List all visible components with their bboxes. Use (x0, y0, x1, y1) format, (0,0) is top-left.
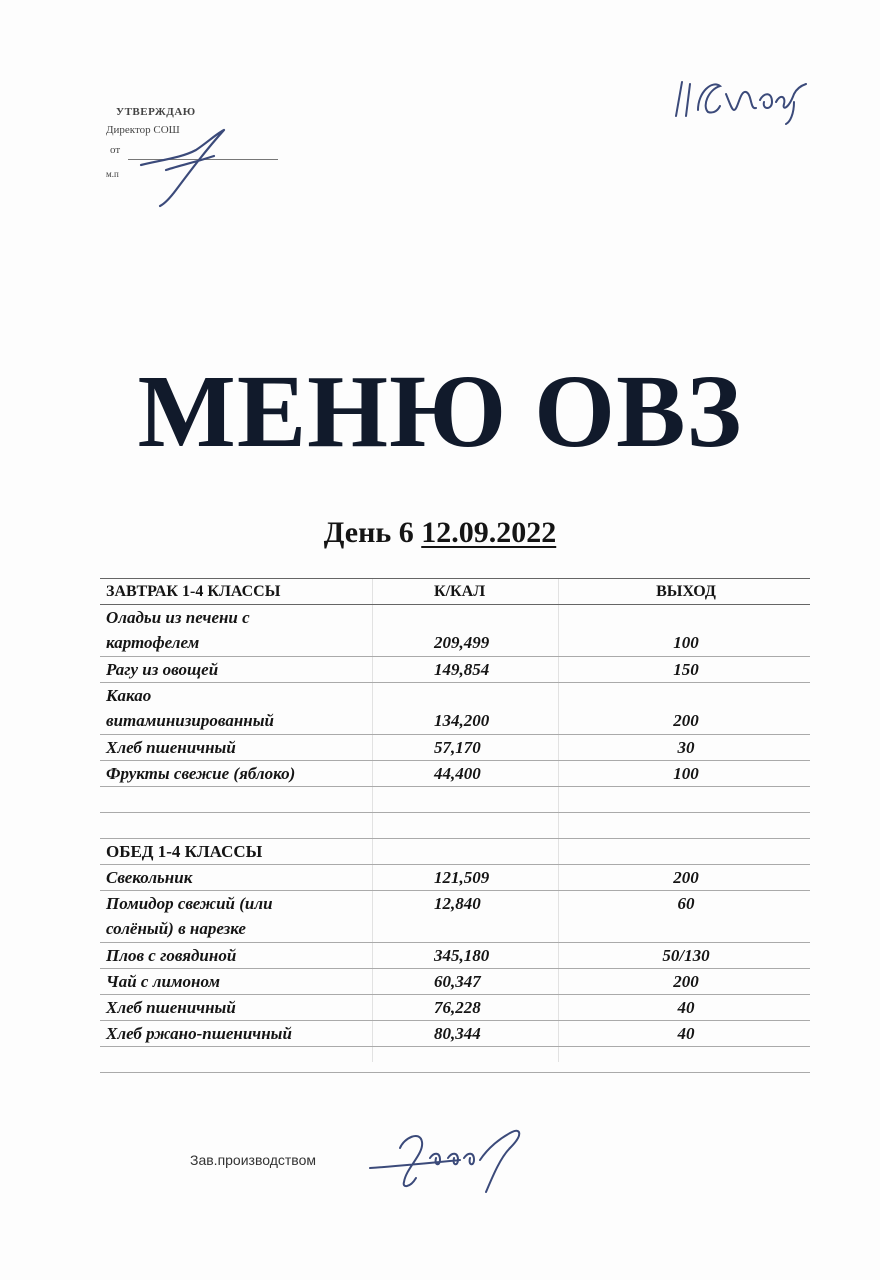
dish-name: Хлеб ржано-пшеничный (106, 1024, 292, 1043)
dish-output: 150 (673, 660, 699, 679)
table-row (100, 995, 810, 1021)
dish-name: Хлеб пшеничный (106, 998, 236, 1017)
dish-kcal: 209,499 (434, 633, 490, 652)
table-row (100, 943, 810, 969)
empty-row (100, 1047, 810, 1073)
table-row (100, 891, 810, 943)
dish-name: Оладьи из печени с картофелем (106, 608, 250, 652)
dish-output: 60 (677, 894, 695, 913)
dish-kcal: 121,509 (434, 868, 490, 887)
dish-output: 100 (673, 633, 699, 652)
dish-kcal: 12,840 (434, 894, 481, 913)
output-header: ВЫХОД (656, 583, 716, 600)
approval-date-prefix: от (110, 144, 121, 156)
dish-kcal: 80,344 (434, 1024, 481, 1043)
dish-name: Фрукты свежие (яблоко) (106, 764, 296, 783)
director-signature (136, 120, 236, 210)
dish-kcal: 44,400 (434, 764, 481, 783)
empty-row (100, 787, 810, 813)
dish-kcal: 76,228 (434, 998, 481, 1017)
table-row (100, 761, 810, 787)
approval-seal: м.п (106, 169, 119, 179)
dish-name: Какао витаминизированный (106, 686, 274, 730)
dish-name: Чай с лимоном (106, 972, 220, 991)
table-row (100, 1021, 810, 1047)
dish-name: Помидор свежий (или солёный) в нарезке (106, 894, 273, 938)
lunch-header: ОБЕД 1-4 КЛАССЫ (106, 842, 263, 861)
dish-name: Плов с говядиной (106, 946, 237, 965)
dish-kcal: 57,170 (434, 738, 481, 757)
table-row (100, 969, 810, 995)
day-label: День 6 (323, 516, 414, 549)
empty-row (100, 813, 810, 839)
approval-position: Директор СОШ (106, 124, 180, 136)
breakfast-header: ЗАВТРАК 1-4 КЛАССЫ (106, 583, 281, 600)
menu-table (100, 578, 810, 1073)
day-heading (0, 516, 880, 550)
dish-kcal: 60,347 (434, 972, 481, 991)
kcal-header: К/КАЛ (434, 583, 486, 600)
lunch-header-row (100, 839, 810, 865)
page-title: МЕНЮ ОВЗ (137, 354, 743, 469)
dish-output: 100 (673, 764, 699, 783)
production-manager-signature (360, 1108, 540, 1198)
day-date: 12.09.2022 (421, 516, 557, 549)
dish-kcal: 345,180 (434, 946, 490, 965)
approval-label: УТВЕРЖДАЮ (116, 106, 196, 118)
footer-label: Зав.производством (190, 1152, 316, 1168)
dish-name: Хлеб пшеничный (106, 738, 236, 757)
table-row (100, 657, 810, 683)
table-header-row (100, 578, 810, 605)
dish-name: Свекольник (106, 868, 193, 887)
table-row (100, 735, 810, 761)
dish-output: 200 (673, 972, 699, 991)
dish-output: 40 (677, 1024, 695, 1043)
dish-output: 200 (673, 711, 699, 730)
top-signature (668, 70, 818, 126)
dish-output: 50/130 (662, 946, 710, 965)
dish-output: 200 (673, 868, 699, 887)
dish-kcal: 134,200 (434, 711, 490, 730)
dish-output: 30 (677, 738, 695, 757)
table-row (100, 683, 810, 735)
dish-kcal: 149,854 (434, 660, 490, 679)
table-row (100, 865, 810, 891)
dish-name: Рагу из овощей (106, 660, 219, 679)
dish-output: 40 (677, 998, 695, 1017)
table-row (100, 605, 810, 657)
